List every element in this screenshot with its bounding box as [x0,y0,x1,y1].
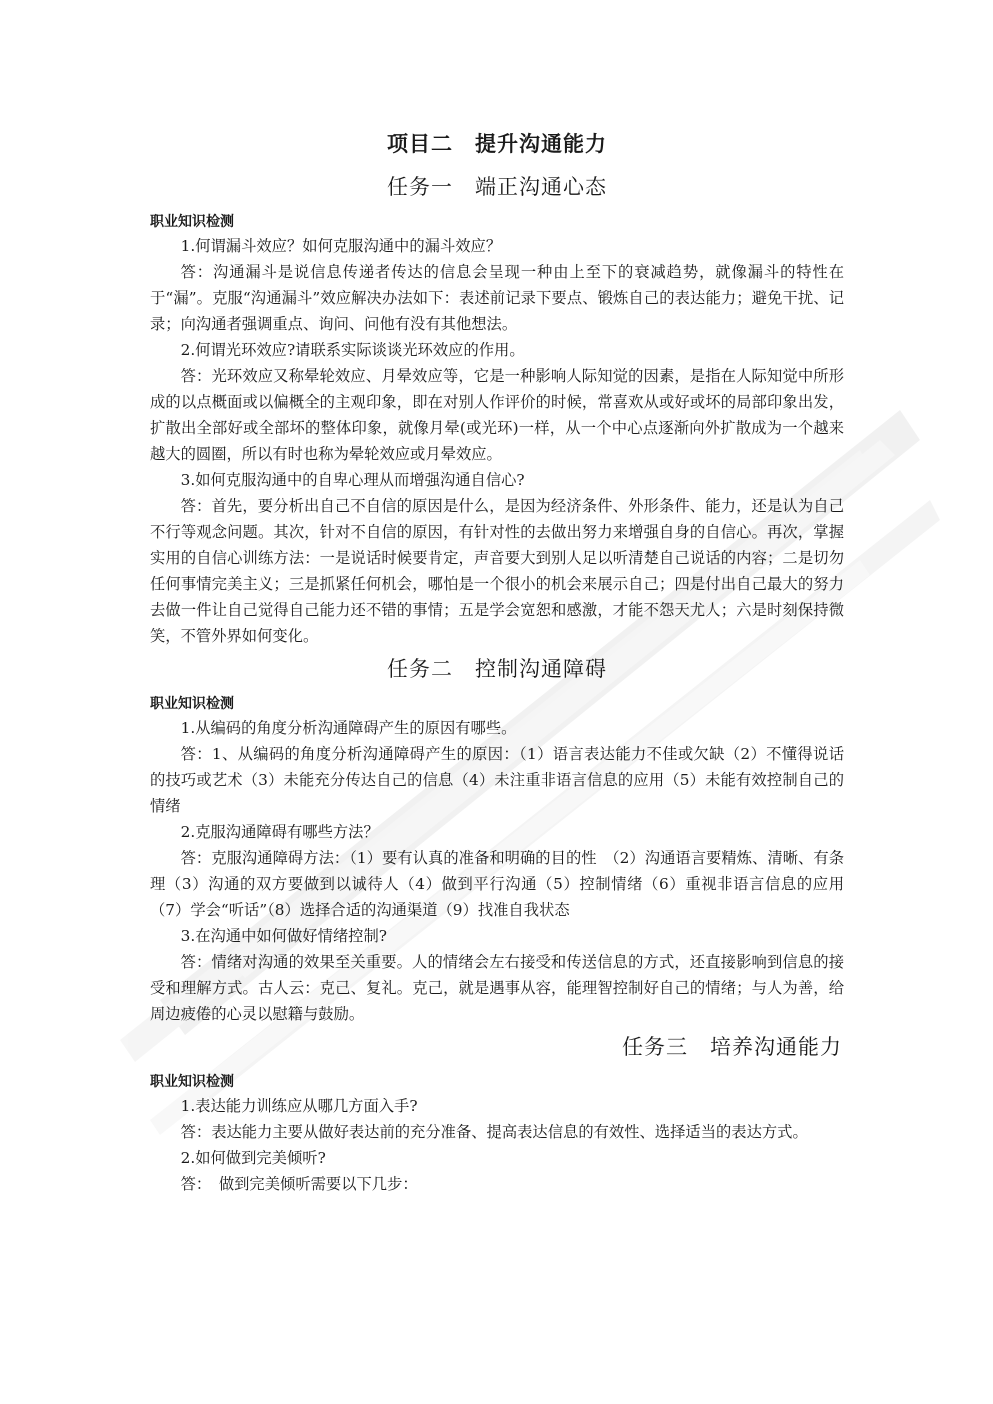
question: 3.如何克服沟通中的自卑心理从而增强沟通自信心? [180,471,525,489]
question: 2.如何做到完美倾听? [180,1149,326,1167]
answer: 答：沟通漏斗是说信息传递者传达的信息会呈现一种由上至下的衰减趋势，就像漏斗的特性在于“漏”。克服“沟通漏斗”效应解决办法如下：表述前记录下要点、锻炼自己的表达能力；避免干扰、记录；向沟通者强调重点、询问、问他有没有其他想法。 [150,263,844,333]
question: 2.何谓光环效应?请联系实际谈谈光环效应的作用。 [180,341,525,359]
section-label: 职业知识检测 [150,214,234,230]
question: 3.在沟通中如何做好情绪控制? [180,927,387,945]
project-title: 项目二 提升沟通能力 [387,132,607,156]
section-task-1 [150,171,844,649]
question: 1.何谓漏斗效应？如何克服沟通中的漏斗效应？ [180,237,502,255]
answer: 答：光环效应又称晕轮效应、月晕效应等，它是一种影响人际知觉的因素，是指在人际知觉中所形成的以点概面或以偏概全的主观印象，即在对别人作评价的时候，常喜欢从或好或坏的局部印象出发，扩散出全部好或全部坏的整体印象，就像月晕(或光环)一样，从一个中心点逐渐向外扩散成为一个越来越大的圆圈，所以有时也称为晕轮效应或月晕效应。 [150,367,844,463]
question: 2.克服沟通障碍有哪些方法？ [180,823,379,841]
document-body [150,128,844,1201]
question: 1.从编码的角度分析沟通障碍产生的原因有哪些。 [180,719,517,737]
section-title: 任务二 控制沟通障碍 [387,657,607,681]
section-task-3 [150,1031,844,1197]
question: 1.表达能力训练应从哪几方面入手? [180,1097,418,1115]
answer: 答：情绪对沟通的效果至关重要。人的情绪会左右接受和传送信息的方式，还直接影响到信息的接受和理解方式。古人云：克己、复礼。克己，就是遇事从容，能理智控制好自己的情绪；与人为善，给周边疲倦的心灵以慰籍与鼓励。 [150,953,844,1023]
answer: 答：首先，要分析出自己不自信的原因是什么，是因为经济条件、外形条件、能力，还是认为自己不行等观念问题。其次，针对不自信的原因，有针对性的去做出努力来增强自身的自信心。再次，掌握实用的自信心训练方法：一是说话时候要肯定，声音要大到别人足以听清楚自己说话的内容；二是切勿任何事情完美主义；三是抓紧任何机会，哪怕是一个很小的机会来展示自己；四是付出自己最大的努力去做一件让自己觉得自己能力还不错的事情；五是学会宽恕和感激，才能不怨天尤人；六是时刻保持微笑，不管外界如何变化。 [150,497,844,645]
section-label: 职业知识检测 [150,696,234,712]
section-label: 职业知识检测 [150,1074,234,1090]
section-title: 任务一 端正沟通心态 [387,175,607,199]
answer: 答：1、从编码的角度分析沟通障碍产生的原因：（1）语言表达能力不佳或欠缺（2）不懂得说话的技巧或艺术（3）未能充分传达自己的信息（4）未注重非语言信息的应用（5）未能有效控制自己的情绪 [150,745,844,815]
answer: 答：表达能力主要从做好表达前的充分准备、提高表达信息的有效性、选择适当的表达方式。 [180,1123,808,1141]
section-task-2 [150,653,844,1027]
answer: 答：克服沟通障碍方法：（1）要有认真的准备和明确的目的性 （2）沟通语言要精炼、清晰、有条理（3）沟通的双方要做到以诚待人（4）做到平行沟通（5）控制情绪（6）重视非语言信息的应用（7）学会“听话”（8）选择合适的沟通渠道（9）找准自我状态 [150,849,844,919]
section-title: 任务三 培养沟通能力 [622,1035,842,1059]
answer: 答： 做到完美倾听需要以下几步： [180,1175,418,1193]
